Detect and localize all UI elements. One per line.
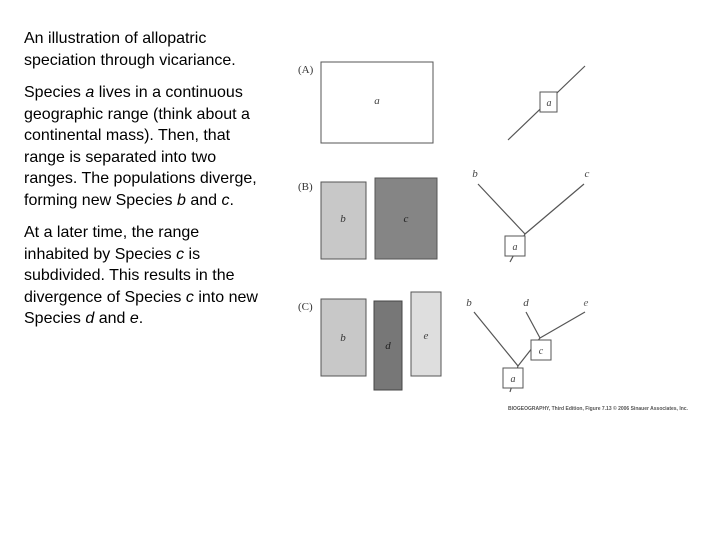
tree-b-node-label: a <box>512 242 518 253</box>
figure-caption: BIOGEOGRAPHY, Third Edition, Figure 7.13 © 2006 Sinauer Associates, Inc. <box>508 406 688 412</box>
range-c-label: c <box>403 213 409 225</box>
tree-c-tip-d: d <box>523 297 529 309</box>
tree-c-node-a-label: a <box>510 374 516 385</box>
panel-b-label: (B) <box>298 181 313 193</box>
text-run: At a later time, the range inhabited by Species <box>24 224 200 263</box>
tree-b-tip-c: c <box>584 168 590 180</box>
species-letter: c <box>176 245 185 263</box>
species-letter: c <box>221 191 230 209</box>
species-letter: b <box>176 191 186 209</box>
text-run: and <box>185 191 222 209</box>
text-run: is subdivided. This results in the divergence of Species <box>24 245 235 306</box>
species-letter: c <box>185 288 194 306</box>
tree-c-tip-b: b <box>466 297 472 309</box>
text-run: and <box>94 310 130 327</box>
intro-paragraph: An illustration of allopatric speciation through vicariance. <box>24 30 236 69</box>
panel-c-label: (C) <box>298 301 313 313</box>
tree-b-branch-b <box>478 184 525 234</box>
tree-b-branch-c <box>525 184 584 234</box>
tree-b-tip-b: b <box>472 168 478 180</box>
tree-c-branch-b <box>474 312 518 366</box>
panel-a-label: (A) <box>298 64 314 76</box>
text-run: . <box>229 191 234 209</box>
species-letter: e <box>129 310 139 327</box>
range-d-label: d <box>385 340 391 352</box>
text-run: . <box>138 310 144 327</box>
species-letter: d <box>85 310 95 327</box>
species-letter: a <box>85 84 95 101</box>
range-a-label: a <box>374 95 380 107</box>
range-b-label: b <box>340 213 346 225</box>
tree-c-tip-e: e <box>583 297 589 309</box>
range-e-label: e <box>423 330 429 342</box>
tree-c-node-c-label: c <box>538 346 544 357</box>
tree-c-branch-e <box>540 312 585 338</box>
text-run: into new Species <box>24 288 258 327</box>
text-run: Species <box>24 84 86 101</box>
text-run: lives in a continuous geographic range (think about a continental mass). Then, that range is separated into two ranges. The populations diverge, forming new Species <box>24 84 257 209</box>
tree-a-node-label: a <box>546 98 552 109</box>
tree-c-branch-d <box>526 312 540 338</box>
range-b-label-c: b <box>340 332 346 344</box>
